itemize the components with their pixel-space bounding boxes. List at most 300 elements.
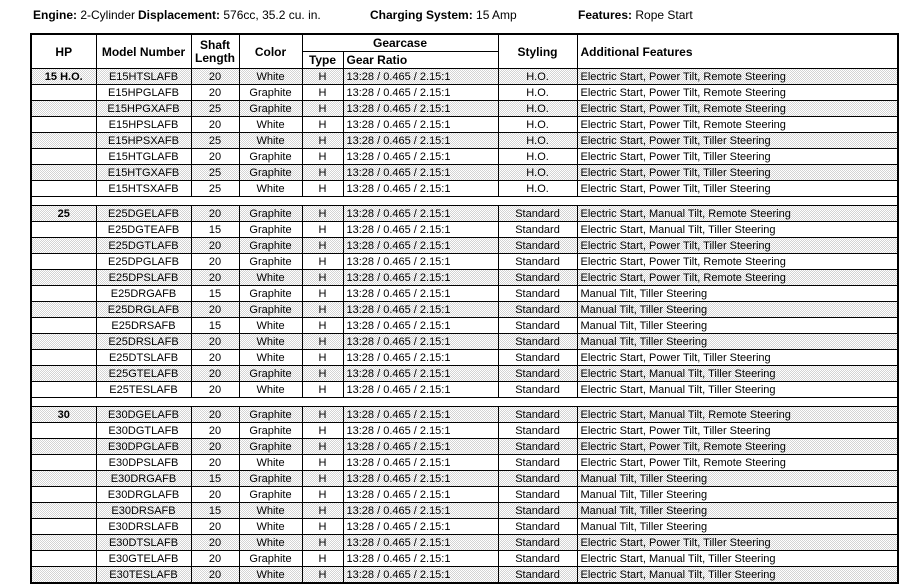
gear-ratio-cell: 13:28 / 0.465 / 2.15:1 bbox=[343, 318, 498, 334]
model-number-cell: E30TESLAFB bbox=[96, 567, 191, 584]
hp-cell bbox=[31, 101, 96, 117]
gear-ratio-cell: 13:28 / 0.465 / 2.15:1 bbox=[343, 551, 498, 567]
model-number-cell: E25DRSAFB bbox=[96, 318, 191, 334]
shaft-length-cell: 15 bbox=[191, 503, 239, 519]
gear-ratio-cell: 13:28 / 0.465 / 2.15:1 bbox=[343, 423, 498, 439]
gearcase-type-cell: H bbox=[302, 286, 343, 302]
model-number-cell: E15HTSXAFB bbox=[96, 181, 191, 197]
header-color: Color bbox=[239, 34, 302, 69]
styling-cell: H.O. bbox=[498, 181, 577, 197]
gearcase-type-cell: H bbox=[302, 238, 343, 254]
color-cell: White bbox=[239, 350, 302, 366]
model-number-cell: E30DGTLAFB bbox=[96, 423, 191, 439]
hp-cell bbox=[31, 439, 96, 455]
features-cell: Manual Tilt, Tiller Steering bbox=[577, 318, 898, 334]
table-row bbox=[31, 286, 898, 302]
gear-ratio-cell: 13:28 / 0.465 / 2.15:1 bbox=[343, 149, 498, 165]
styling-cell: H.O. bbox=[498, 85, 577, 101]
shaft-length-cell: 25 bbox=[191, 133, 239, 149]
styling-cell: Standard bbox=[498, 254, 577, 270]
model-number-cell: E25DRSLAFB bbox=[96, 334, 191, 350]
gearcase-type-cell: H bbox=[302, 439, 343, 455]
hp-cell bbox=[31, 181, 96, 197]
features-cell: Electric Start, Power Tilt, Tiller Steering bbox=[577, 165, 898, 181]
styling-cell: Standard bbox=[498, 334, 577, 350]
color-cell: White bbox=[239, 270, 302, 286]
styling-cell: H.O. bbox=[498, 133, 577, 149]
gear-ratio-cell: 13:28 / 0.465 / 2.15:1 bbox=[343, 455, 498, 471]
features-cell: Electric Start, Manual Tilt, Tiller Steering bbox=[577, 366, 898, 382]
table-row bbox=[31, 439, 898, 455]
table-row bbox=[31, 350, 898, 366]
header-gearcase-type: Type bbox=[302, 52, 343, 69]
shaft-length-cell: 20 bbox=[191, 238, 239, 254]
color-cell: White bbox=[239, 181, 302, 197]
table-row bbox=[31, 206, 898, 222]
styling-cell: Standard bbox=[498, 439, 577, 455]
hp-cell bbox=[31, 334, 96, 350]
model-number-cell: E30DRGAFB bbox=[96, 471, 191, 487]
color-cell: White bbox=[239, 503, 302, 519]
color-cell: Graphite bbox=[239, 423, 302, 439]
color-cell: White bbox=[239, 69, 302, 85]
model-number-cell: E15HTGXAFB bbox=[96, 165, 191, 181]
shaft-length-cell: 15 bbox=[191, 286, 239, 302]
color-cell: White bbox=[239, 334, 302, 350]
shaft-length-cell: 20 bbox=[191, 270, 239, 286]
styling-cell: Standard bbox=[498, 350, 577, 366]
shaft-length-cell: 25 bbox=[191, 181, 239, 197]
model-number-cell: E25DPSLAFB bbox=[96, 270, 191, 286]
features-cell: Electric Start, Manual Tilt, Remote Steering bbox=[577, 206, 898, 222]
hp-cell bbox=[31, 270, 96, 286]
model-number-cell: E25DGTEAFB bbox=[96, 222, 191, 238]
group-separator-cell bbox=[31, 398, 898, 407]
info-charging-system-value: 15 Amp bbox=[476, 8, 517, 22]
shaft-length-cell: 20 bbox=[191, 439, 239, 455]
gearcase-type-cell: H bbox=[302, 165, 343, 181]
features-cell: Manual Tilt, Tiller Steering bbox=[577, 302, 898, 318]
table-row bbox=[31, 254, 898, 270]
gearcase-type-cell: H bbox=[302, 69, 343, 85]
gearcase-type-cell: H bbox=[302, 149, 343, 165]
model-number-cell: E25TESLAFB bbox=[96, 382, 191, 398]
info-engine bbox=[33, 8, 135, 22]
features-cell: Electric Start, Power Tilt, Remote Steering bbox=[577, 439, 898, 455]
shaft-length-cell: 20 bbox=[191, 350, 239, 366]
gear-ratio-cell: 13:28 / 0.465 / 2.15:1 bbox=[343, 503, 498, 519]
model-number-cell: E25GTELAFB bbox=[96, 366, 191, 382]
color-cell: Graphite bbox=[239, 254, 302, 270]
table-row bbox=[31, 181, 898, 197]
color-cell: Graphite bbox=[239, 101, 302, 117]
gearcase-type-cell: H bbox=[302, 334, 343, 350]
table-row bbox=[31, 133, 898, 149]
gear-ratio-cell: 13:28 / 0.465 / 2.15:1 bbox=[343, 206, 498, 222]
styling-cell: H.O. bbox=[498, 117, 577, 133]
features-cell: Electric Start, Power Tilt, Tiller Steering bbox=[577, 535, 898, 551]
info-displacement-value: 576cc, 35.2 cu. in. bbox=[223, 8, 321, 22]
header-gear-ratio: Gear Ratio bbox=[343, 52, 498, 69]
table-row bbox=[31, 222, 898, 238]
features-cell: Electric Start, Power Tilt, Tiller Steering bbox=[577, 238, 898, 254]
styling-cell: Standard bbox=[498, 318, 577, 334]
table-row bbox=[31, 270, 898, 286]
model-number-cell: E25DRGLAFB bbox=[96, 302, 191, 318]
gear-ratio-cell: 13:28 / 0.465 / 2.15:1 bbox=[343, 334, 498, 350]
header-shaft-length: Shaft Length bbox=[191, 34, 239, 69]
styling-cell: Standard bbox=[498, 407, 577, 423]
table-row bbox=[31, 334, 898, 350]
gear-ratio-cell: 13:28 / 0.465 / 2.15:1 bbox=[343, 133, 498, 149]
hp-cell bbox=[31, 165, 96, 181]
gearcase-type-cell: H bbox=[302, 254, 343, 270]
gear-ratio-cell: 13:28 / 0.465 / 2.15:1 bbox=[343, 535, 498, 551]
shaft-length-cell: 20 bbox=[191, 423, 239, 439]
gear-ratio-cell: 13:28 / 0.465 / 2.15:1 bbox=[343, 487, 498, 503]
shaft-length-cell: 15 bbox=[191, 471, 239, 487]
features-cell: Electric Start, Power Tilt, Remote Steering bbox=[577, 101, 898, 117]
hp-cell bbox=[31, 222, 96, 238]
shaft-length-cell: 20 bbox=[191, 382, 239, 398]
gearcase-type-cell: H bbox=[302, 181, 343, 197]
gearcase-type-cell: H bbox=[302, 487, 343, 503]
table-row bbox=[31, 503, 898, 519]
color-cell: Graphite bbox=[239, 149, 302, 165]
shaft-length-cell: 20 bbox=[191, 567, 239, 584]
shaft-length-cell: 20 bbox=[191, 487, 239, 503]
spec-table bbox=[30, 33, 899, 584]
table-row bbox=[31, 535, 898, 551]
hp-cell bbox=[31, 382, 96, 398]
gearcase-type-cell: H bbox=[302, 382, 343, 398]
model-number-cell: E30DRGLAFB bbox=[96, 487, 191, 503]
model-number-cell: E15HPGLAFB bbox=[96, 85, 191, 101]
model-number-cell: E30DPSLAFB bbox=[96, 455, 191, 471]
color-cell: Graphite bbox=[239, 439, 302, 455]
gear-ratio-cell: 13:28 / 0.465 / 2.15:1 bbox=[343, 238, 498, 254]
color-cell: Graphite bbox=[239, 302, 302, 318]
features-cell: Electric Start, Power Tilt, Remote Steering bbox=[577, 455, 898, 471]
hp-cell bbox=[31, 302, 96, 318]
shaft-length-cell: 20 bbox=[191, 117, 239, 133]
header-gearcase: Gearcase bbox=[302, 34, 498, 52]
model-number-cell: E30GTELAFB bbox=[96, 551, 191, 567]
color-cell: Graphite bbox=[239, 551, 302, 567]
shaft-length-cell: 15 bbox=[191, 222, 239, 238]
gear-ratio-cell: 13:28 / 0.465 / 2.15:1 bbox=[343, 222, 498, 238]
features-cell: Electric Start, Power Tilt, Remote Steering bbox=[577, 117, 898, 133]
features-cell: Electric Start, Power Tilt, Remote Steering bbox=[577, 254, 898, 270]
gearcase-type-cell: H bbox=[302, 318, 343, 334]
gearcase-type-cell: H bbox=[302, 101, 343, 117]
features-cell: Electric Start, Power Tilt, Remote Steering bbox=[577, 69, 898, 85]
gear-ratio-cell: 13:28 / 0.465 / 2.15:1 bbox=[343, 439, 498, 455]
hp-cell bbox=[31, 238, 96, 254]
gearcase-type-cell: H bbox=[302, 519, 343, 535]
shaft-length-cell: 20 bbox=[191, 334, 239, 350]
features-cell: Electric Start, Manual Tilt, Tiller Steering bbox=[577, 382, 898, 398]
features-cell: Manual Tilt, Tiller Steering bbox=[577, 286, 898, 302]
header-hp: HP bbox=[31, 34, 96, 69]
gear-ratio-cell: 13:28 / 0.465 / 2.15:1 bbox=[343, 302, 498, 318]
gear-ratio-cell: 13:28 / 0.465 / 2.15:1 bbox=[343, 117, 498, 133]
table-row bbox=[31, 487, 898, 503]
hp-cell bbox=[31, 551, 96, 567]
styling-cell: Standard bbox=[498, 503, 577, 519]
features-cell: Electric Start, Power Tilt, Remote Steering bbox=[577, 270, 898, 286]
features-cell: Manual Tilt, Tiller Steering bbox=[577, 487, 898, 503]
color-cell: Graphite bbox=[239, 206, 302, 222]
model-number-cell: E30DRSLAFB bbox=[96, 519, 191, 535]
styling-cell: Standard bbox=[498, 366, 577, 382]
info-engine-label: Engine: bbox=[33, 8, 77, 22]
hp-cell bbox=[31, 519, 96, 535]
color-cell: Graphite bbox=[239, 85, 302, 101]
styling-cell: H.O. bbox=[498, 101, 577, 117]
shaft-length-cell: 20 bbox=[191, 551, 239, 567]
shaft-length-cell: 20 bbox=[191, 149, 239, 165]
info-features bbox=[578, 8, 693, 22]
gearcase-type-cell: H bbox=[302, 535, 343, 551]
gear-ratio-cell: 13:28 / 0.465 / 2.15:1 bbox=[343, 181, 498, 197]
hp-cell bbox=[31, 366, 96, 382]
table-row bbox=[31, 69, 898, 85]
color-cell: Graphite bbox=[239, 286, 302, 302]
styling-cell: Standard bbox=[498, 471, 577, 487]
model-number-cell: E15HPGXAFB bbox=[96, 101, 191, 117]
hp-cell bbox=[31, 567, 96, 584]
model-number-cell: E25DTSLAFB bbox=[96, 350, 191, 366]
info-engine-value: 2-Cylinder bbox=[80, 8, 136, 22]
color-cell: White bbox=[239, 318, 302, 334]
styling-cell: H.O. bbox=[498, 165, 577, 181]
color-cell: Graphite bbox=[239, 165, 302, 181]
model-number-cell: E15HTGLAFB bbox=[96, 149, 191, 165]
info-bar bbox=[0, 8, 900, 24]
styling-cell: Standard bbox=[498, 238, 577, 254]
table-row bbox=[31, 455, 898, 471]
hp-cell bbox=[31, 535, 96, 551]
gear-ratio-cell: 13:28 / 0.465 / 2.15:1 bbox=[343, 350, 498, 366]
shaft-length-cell: 25 bbox=[191, 101, 239, 117]
hp-cell bbox=[31, 471, 96, 487]
hp-cell: 30 bbox=[31, 407, 96, 423]
table-row bbox=[31, 423, 898, 439]
table-row bbox=[31, 302, 898, 318]
features-cell: Electric Start, Power Tilt, Tiller Steering bbox=[577, 423, 898, 439]
table-body bbox=[31, 69, 898, 584]
table-row bbox=[31, 101, 898, 117]
gearcase-type-cell: H bbox=[302, 567, 343, 584]
shaft-length-cell: 15 bbox=[191, 318, 239, 334]
model-number-cell: E15HTSLAFB bbox=[96, 69, 191, 85]
model-number-cell: E25DPGLAFB bbox=[96, 254, 191, 270]
color-cell: White bbox=[239, 519, 302, 535]
model-number-cell: E30DTSLAFB bbox=[96, 535, 191, 551]
table-row bbox=[31, 551, 898, 567]
model-number-cell: E15HPSLAFB bbox=[96, 117, 191, 133]
features-cell: Electric Start, Power Tilt, Tiller Steering bbox=[577, 133, 898, 149]
info-charging-system-label: Charging System: bbox=[370, 8, 473, 22]
hp-cell: 15 H.O. bbox=[31, 69, 96, 85]
shaft-length-cell: 20 bbox=[191, 455, 239, 471]
table-row bbox=[31, 382, 898, 398]
header-additional-features: Additional Features bbox=[577, 34, 898, 69]
info-features-value: Rope Start bbox=[635, 8, 693, 22]
hp-cell bbox=[31, 149, 96, 165]
shaft-length-cell: 25 bbox=[191, 165, 239, 181]
gearcase-type-cell: H bbox=[302, 117, 343, 133]
table-row bbox=[31, 165, 898, 181]
color-cell: White bbox=[239, 133, 302, 149]
gear-ratio-cell: 13:28 / 0.465 / 2.15:1 bbox=[343, 69, 498, 85]
gear-ratio-cell: 13:28 / 0.465 / 2.15:1 bbox=[343, 567, 498, 584]
hp-cell bbox=[31, 318, 96, 334]
table-row bbox=[31, 318, 898, 334]
hp-cell bbox=[31, 133, 96, 149]
styling-cell: Standard bbox=[498, 519, 577, 535]
features-cell: Manual Tilt, Tiller Steering bbox=[577, 471, 898, 487]
gear-ratio-cell: 13:28 / 0.465 / 2.15:1 bbox=[343, 165, 498, 181]
color-cell: White bbox=[239, 117, 302, 133]
color-cell: Graphite bbox=[239, 471, 302, 487]
shaft-length-cell: 20 bbox=[191, 535, 239, 551]
gearcase-type-cell: H bbox=[302, 222, 343, 238]
styling-cell: Standard bbox=[498, 286, 577, 302]
model-number-cell: E25DRGAFB bbox=[96, 286, 191, 302]
model-number-cell: E25DGELAFB bbox=[96, 206, 191, 222]
hp-cell bbox=[31, 117, 96, 133]
styling-cell: Standard bbox=[498, 382, 577, 398]
gearcase-type-cell: H bbox=[302, 407, 343, 423]
color-cell: Graphite bbox=[239, 487, 302, 503]
color-cell: White bbox=[239, 382, 302, 398]
table-row bbox=[31, 149, 898, 165]
styling-cell: Standard bbox=[498, 423, 577, 439]
styling-cell: Standard bbox=[498, 302, 577, 318]
gear-ratio-cell: 13:28 / 0.465 / 2.15:1 bbox=[343, 270, 498, 286]
features-cell: Electric Start, Power Tilt, Remote Steering bbox=[577, 85, 898, 101]
color-cell: Graphite bbox=[239, 222, 302, 238]
gearcase-type-cell: H bbox=[302, 503, 343, 519]
features-cell: Electric Start, Power Tilt, Tiller Steering bbox=[577, 149, 898, 165]
model-number-cell: E30DRSAFB bbox=[96, 503, 191, 519]
table-row bbox=[31, 407, 898, 423]
table-row bbox=[31, 567, 898, 584]
styling-cell: Standard bbox=[498, 270, 577, 286]
table-row bbox=[31, 238, 898, 254]
features-cell: Manual Tilt, Tiller Steering bbox=[577, 519, 898, 535]
gearcase-type-cell: H bbox=[302, 350, 343, 366]
info-features-label: Features: bbox=[578, 8, 633, 22]
shaft-length-cell: 20 bbox=[191, 302, 239, 318]
table-row bbox=[31, 117, 898, 133]
hp-cell bbox=[31, 487, 96, 503]
styling-cell: H.O. bbox=[498, 69, 577, 85]
gearcase-type-cell: H bbox=[302, 455, 343, 471]
gearcase-type-cell: H bbox=[302, 366, 343, 382]
table-row bbox=[31, 519, 898, 535]
gear-ratio-cell: 13:28 / 0.465 / 2.15:1 bbox=[343, 286, 498, 302]
table-row bbox=[31, 85, 898, 101]
gear-ratio-cell: 13:28 / 0.465 / 2.15:1 bbox=[343, 85, 498, 101]
gearcase-type-cell: H bbox=[302, 85, 343, 101]
gearcase-type-cell: H bbox=[302, 471, 343, 487]
gear-ratio-cell: 13:28 / 0.465 / 2.15:1 bbox=[343, 366, 498, 382]
header-model-number: Model Number bbox=[96, 34, 191, 69]
header-styling: Styling bbox=[498, 34, 577, 69]
gearcase-type-cell: H bbox=[302, 423, 343, 439]
hp-cell bbox=[31, 423, 96, 439]
gearcase-type-cell: H bbox=[302, 302, 343, 318]
spec-table-header bbox=[31, 34, 898, 69]
shaft-length-cell: 20 bbox=[191, 85, 239, 101]
info-displacement bbox=[138, 8, 321, 22]
styling-cell: Standard bbox=[498, 567, 577, 584]
styling-cell: Standard bbox=[498, 222, 577, 238]
shaft-length-cell: 20 bbox=[191, 69, 239, 85]
group-separator bbox=[31, 197, 898, 206]
styling-cell: Standard bbox=[498, 487, 577, 503]
features-cell: Electric Start, Power Tilt, Tiller Steering bbox=[577, 350, 898, 366]
info-charging-system bbox=[370, 8, 517, 22]
shaft-length-cell: 20 bbox=[191, 407, 239, 423]
gear-ratio-cell: 13:28 / 0.465 / 2.15:1 bbox=[343, 519, 498, 535]
features-cell: Electric Start, Power Tilt, Tiller Steering bbox=[577, 181, 898, 197]
color-cell: Graphite bbox=[239, 366, 302, 382]
hp-cell bbox=[31, 286, 96, 302]
color-cell: White bbox=[239, 535, 302, 551]
features-cell: Electric Start, Manual Tilt, Tiller Steering bbox=[577, 551, 898, 567]
styling-cell: Standard bbox=[498, 455, 577, 471]
model-number-cell: E30DPGLAFB bbox=[96, 439, 191, 455]
group-separator bbox=[31, 398, 898, 407]
features-cell: Electric Start, Manual Tilt, Tiller Steering bbox=[577, 567, 898, 584]
shaft-length-cell: 20 bbox=[191, 206, 239, 222]
shaft-length-cell: 20 bbox=[191, 254, 239, 270]
table-row bbox=[31, 366, 898, 382]
gearcase-type-cell: H bbox=[302, 551, 343, 567]
hp-cell bbox=[31, 350, 96, 366]
color-cell: Graphite bbox=[239, 238, 302, 254]
model-number-cell: E30DGELAFB bbox=[96, 407, 191, 423]
gearcase-type-cell: H bbox=[302, 270, 343, 286]
gearcase-type-cell: H bbox=[302, 133, 343, 149]
styling-cell: Standard bbox=[498, 551, 577, 567]
styling-cell: H.O. bbox=[498, 149, 577, 165]
gear-ratio-cell: 13:28 / 0.465 / 2.15:1 bbox=[343, 471, 498, 487]
gearcase-type-cell: H bbox=[302, 206, 343, 222]
model-number-cell: E15HPSXAFB bbox=[96, 133, 191, 149]
hp-cell bbox=[31, 503, 96, 519]
shaft-length-cell: 20 bbox=[191, 366, 239, 382]
color-cell: White bbox=[239, 567, 302, 584]
gear-ratio-cell: 13:28 / 0.465 / 2.15:1 bbox=[343, 101, 498, 117]
hp-cell bbox=[31, 254, 96, 270]
color-cell: White bbox=[239, 455, 302, 471]
color-cell: Graphite bbox=[239, 407, 302, 423]
features-cell: Manual Tilt, Tiller Steering bbox=[577, 334, 898, 350]
gear-ratio-cell: 13:28 / 0.465 / 2.15:1 bbox=[343, 407, 498, 423]
hp-cell: 25 bbox=[31, 206, 96, 222]
styling-cell: Standard bbox=[498, 206, 577, 222]
gear-ratio-cell: 13:28 / 0.465 / 2.15:1 bbox=[343, 254, 498, 270]
features-cell: Electric Start, Manual Tilt, Tiller Steering bbox=[577, 222, 898, 238]
features-cell: Electric Start, Manual Tilt, Remote Steering bbox=[577, 407, 898, 423]
group-separator-cell bbox=[31, 197, 898, 206]
info-displacement-label: Displacement: bbox=[138, 8, 221, 22]
